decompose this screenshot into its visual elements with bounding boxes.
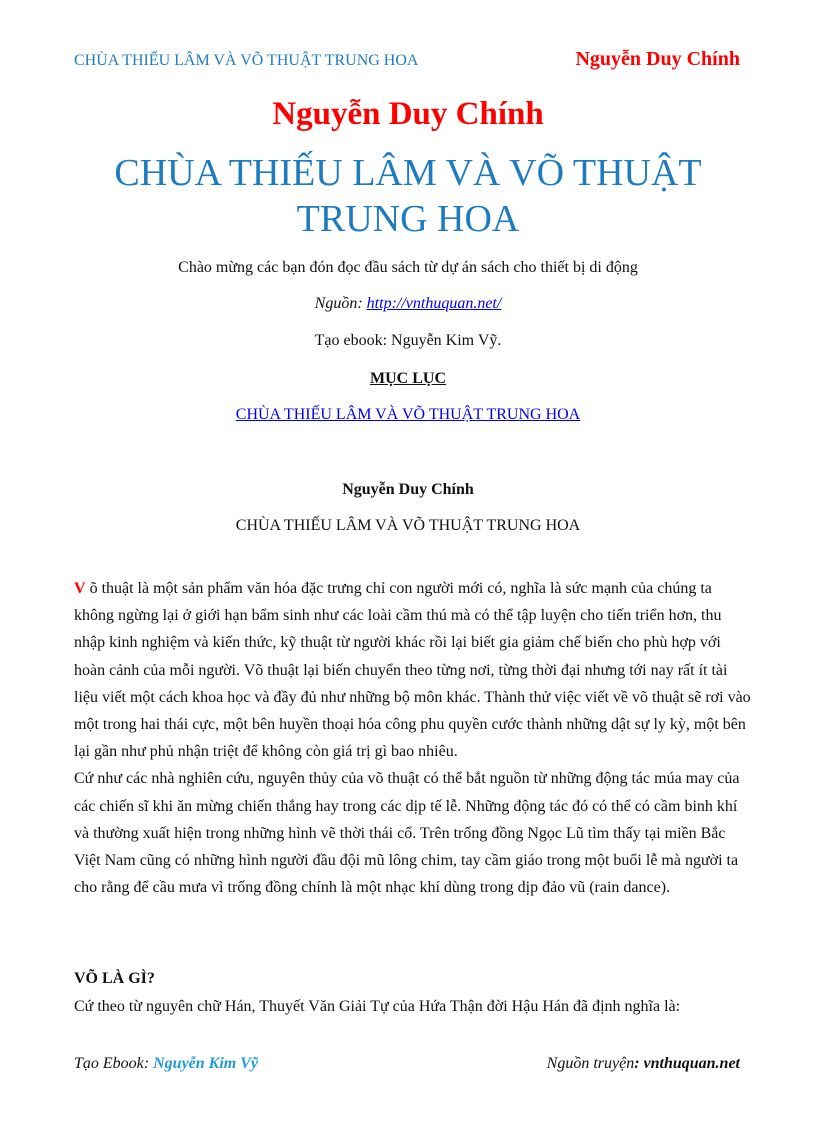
footer-separator: : <box>143 1055 154 1072</box>
footer-source-site: vnthuquan.net <box>643 1055 740 1072</box>
footer-ebook-credit <box>74 1055 258 1073</box>
book-title: CHÙA THIẾU LÂM VÀ VÕ THUẬT TRUNG HOA <box>114 152 702 240</box>
source-line <box>0 295 816 313</box>
section-first-line: Cứ theo từ nguyên chữ Hán, Thuyết Văn Giải Tự của Hứa Thận đời Hậu Hán đã định nghĩa là: <box>74 998 681 1015</box>
footer-ebook-label: Tạo Ebook <box>74 1055 144 1072</box>
paragraph-2: Cứ như các nhà nghiên cứu, nguyên thủy của võ thuật có thể bắt nguồn từ những động tác múa may của các chiến sĩ khi ăn mừng chiến thắng hay trong các dịp tế lễ. Những động tác đó có thể có cầm binh khí và thường xuất hiện trong những hình vẽ thời thái cổ. Trên trống đồng Ngọc Lũ tìm thấy tại miền Bắc Việt Nam cũng có những hình người đầu đội mũ lông chim, tay cầm giáo trong một buổi lễ mà người ta cho rằng để cầu mưa vì trống đồng chính là một nhạc khí dùng trong dịp đảo vũ (rain dance). <box>74 770 740 897</box>
source-label: Nguồn: <box>314 295 367 312</box>
toc-heading: MỤC LỤC <box>370 370 446 387</box>
source-link[interactable]: http://vnthuquan.net/ <box>366 295 502 312</box>
footer-ebook-name: Nguyễn Kim Vỹ <box>153 1055 258 1072</box>
chapter-author: Nguyễn Duy Chính <box>342 481 474 498</box>
paragraph-1 <box>74 575 752 765</box>
footer-source-separator: : <box>634 1055 644 1072</box>
body-text <box>74 575 752 901</box>
drop-cap: V <box>74 580 86 597</box>
running-header-author: Nguyễn Duy Chính <box>575 48 740 70</box>
author-name: Nguyễn Duy Chính <box>272 96 544 132</box>
welcome-text: Chào mừng các bạn đón đọc đầu sách từ dự án sách cho thiết bị di động <box>178 259 638 276</box>
section-heading: VÕ LÀ GÌ? <box>74 970 155 987</box>
paragraph-1-text: õ thuật là một sản phẩm văn hóa đặc trưng chỉ con người mới có, nghĩa là sức mạnh của chúng ta không ngừng lại ở giới hạn bẩm sinh như các loài cầm thú mà có thể tập luyện cho tiến triển hơn, thu nhập kinh nghiệm và kiến thức, kỹ thuật từ người khác rồi lại biết gia giảm chế biến cho phù hợp với hoàn cảnh của mỗi người. Võ thuật lại biến chuyển theo từng nơi, từng thời đại nhưng tới nay rất ít tài liệu viết một cách khoa học và đầy đủ như những bộ môn khác. Thành thử việc viết về võ thuật sẽ rơi vào một trong hai thái cực, một bên huyền thoại hóa công phu quyền cước thành những dật sự ly kỳ, một bên lại gần như phủ nhận triệt để không còn giá trị gì bao nhiêu. <box>74 580 751 761</box>
footer-source-label: Nguồn truyện <box>546 1055 635 1072</box>
ebook-credit: Tạo ebook: Nguyễn Kim Vỹ. <box>314 332 502 349</box>
running-header-title: CHÙA THIẾU LÂM VÀ VÕ THUẬT TRUNG HOA <box>74 52 419 69</box>
footer-source <box>547 1055 740 1073</box>
toc-link[interactable]: CHÙA THIẾU LÂM VÀ VÕ THUẬT TRUNG HOA <box>235 406 581 423</box>
chapter-title: CHÙA THIẾU LÂM VÀ VÕ THUẬT TRUNG HOA <box>235 517 581 534</box>
